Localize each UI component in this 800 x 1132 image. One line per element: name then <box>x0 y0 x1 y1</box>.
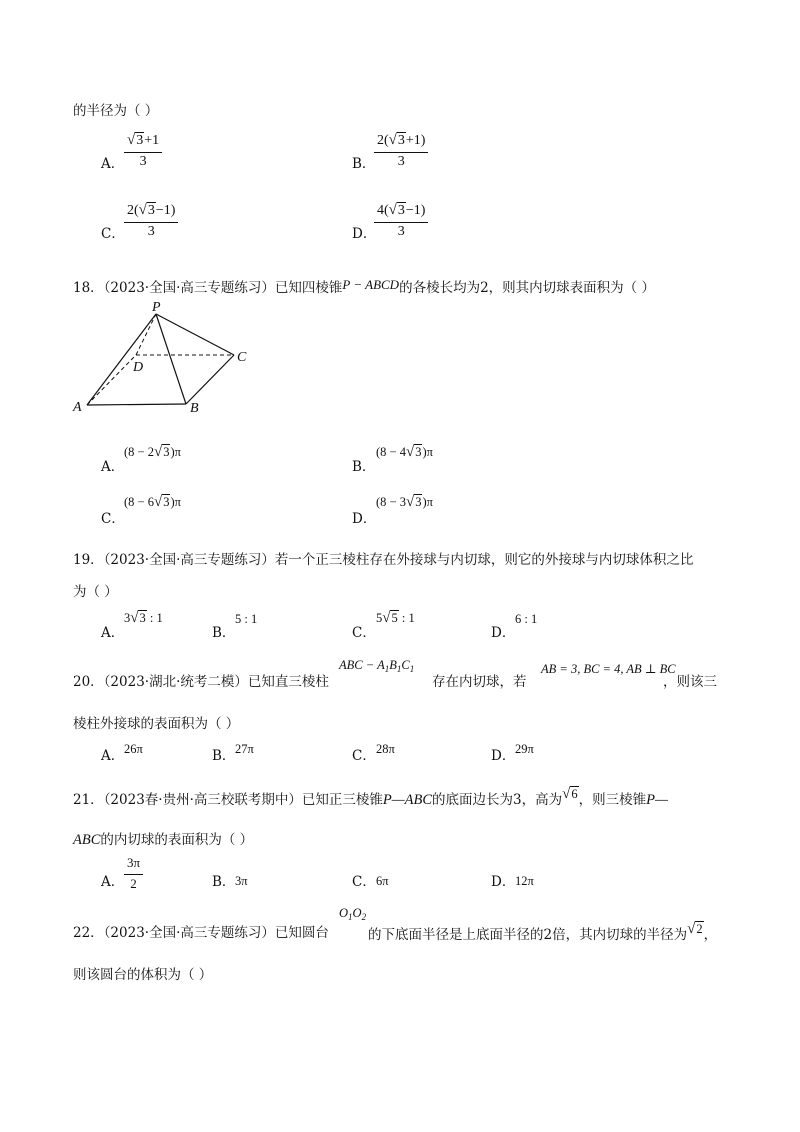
q21-number: 21． <box>73 792 104 808</box>
q17-continuation: 的半径为（ ） <box>73 103 159 119</box>
q17-option-d-label: D． <box>352 226 377 242</box>
q20-stem-tail: ，则该三 <box>663 674 717 690</box>
q21-option-d-label: D． <box>491 874 516 890</box>
q17-option-b-label: B． <box>352 156 376 172</box>
q20-number: 20． <box>73 674 104 690</box>
q18-number: 18． <box>73 280 104 296</box>
q20-stem-line2: 棱柱外接球的表面积为（ ） <box>73 716 240 732</box>
q20-option-a: 26π <box>124 742 143 756</box>
q20-condition: AB = 3, BC = 4, AB ⊥ BC <box>541 662 676 676</box>
q19-stem: 19．（2023·全国·高三专题练习）若一个正三棱柱存在外接球与内切球，则它的外接球与内切球体积之比 <box>73 552 694 568</box>
q19-option-c: 5 √ 5 : 1 <box>376 610 415 626</box>
q20-stem-mid: 存在内切球，若 <box>432 674 527 690</box>
q19-option-b-label: B． <box>212 625 236 641</box>
q18-option-a: (8 − 2 √ 3 )π <box>124 444 181 460</box>
q18-option-a-label: A． <box>101 459 125 475</box>
q21-stem: 21．（2023春·贵州·高三校联考期中）已知正三棱锥P—ABC的底面边长为3，高为 √ 6 ，则三棱锥P— <box>73 786 668 808</box>
q20-stem: 20．（2023·湖北·统考二模）已知直三棱柱 <box>73 674 329 690</box>
q22-stem: 22．（2023·全国·高三专题练习）已知圆台 <box>73 925 329 941</box>
label-a: A <box>73 400 82 415</box>
q19-stem-line2: 为（ ） <box>73 584 118 600</box>
q21-option-b-label: B． <box>212 874 236 890</box>
q18-option-b: (8 − 4 √ 3 )π <box>376 444 433 460</box>
q20-option-d-label: D． <box>491 748 516 764</box>
q19-option-d-label: D． <box>491 625 516 641</box>
q19-option-a-label: A． <box>101 625 125 641</box>
q19-option-a: 3 √ 3 : 1 <box>124 610 163 626</box>
q17-option-c-label: C． <box>101 226 125 242</box>
label-b: B <box>190 401 199 416</box>
q19-option-c-label: C． <box>352 625 376 641</box>
q22-frustum-name: $O_1O_2$ <box>339 906 367 922</box>
q18-option-d: (8 − 3 √ 3 )π <box>376 494 433 510</box>
q20-option-d: 29π <box>515 742 534 756</box>
q22-source: （2023·全国·高三专题练习） <box>103 925 275 941</box>
q18-option-c: (8 − 6 √ 3 )π <box>124 494 181 510</box>
q18-option-b-label: B． <box>352 459 376 475</box>
q17-option-d: 4( √ 3 −1) 3 <box>374 202 428 240</box>
q18-option-d-label: D． <box>352 511 377 527</box>
q21-option-c: 6π <box>376 874 389 888</box>
q17-option-a-label: A． <box>101 156 125 172</box>
q21-option-b: 3π <box>235 874 248 888</box>
q17-option-b: 2( √ 3 +1) 3 <box>374 132 428 170</box>
q18-math: P − ABCD <box>342 277 400 292</box>
q21-option-d: 12π <box>515 874 534 888</box>
q20-option-c-label: C． <box>352 748 376 764</box>
label-d: D <box>133 360 144 375</box>
q17-option-c: 2( √ 3 −1) 3 <box>124 202 178 240</box>
q19-option-b: 5 : 1 <box>235 612 258 626</box>
q18-source: （2023·全国·高三专题练习） <box>103 280 275 296</box>
q21-source: （2023春·贵州·高三校联考期中） <box>103 792 302 808</box>
q22-stem-line2: 则该圆台的体积为（ ） <box>73 967 213 983</box>
q20-option-c: 28π <box>376 742 395 756</box>
q20-option-a-label: A． <box>101 748 125 764</box>
q21-option-a-label: A． <box>101 874 125 890</box>
q19-option-d: 6 : 1 <box>515 612 538 626</box>
q21-option-a: $\frac{3\pi}{2}$ <box>124 854 143 892</box>
q18-option-c-label: C． <box>101 511 125 527</box>
q20-prism-name: ABC − $A_1B_1C_1$ <box>339 658 415 674</box>
q20-source: （2023·湖北·统考二模） <box>103 674 248 690</box>
q21-stem-line2: ABC的内切球的表面积为（ ） <box>73 832 254 848</box>
q20-option-b-label: B． <box>212 748 236 764</box>
q19-source: （2023·全国·高三专题练习） <box>103 552 275 568</box>
q18-stem: 18．（2023·全国·高三专题练习）已知四棱锥P − ABCD的各棱长均为2，则其内切球表面积为（ ） <box>73 277 655 296</box>
label-p: P <box>152 300 161 315</box>
label-c: C <box>237 350 247 365</box>
q18-pyramid-figure <box>66 298 256 418</box>
q22-stem-mid: 的下底面半径是上底面半径的2倍，其内切球的半径为 √ 2 ， <box>368 921 718 943</box>
q19-number: 19． <box>73 552 104 568</box>
q21-option-c-label: C． <box>352 874 376 890</box>
q22-number: 22． <box>73 925 104 941</box>
q17-option-a: √ 3 +1 3 <box>124 132 162 170</box>
q20-option-b: 27π <box>235 742 254 756</box>
